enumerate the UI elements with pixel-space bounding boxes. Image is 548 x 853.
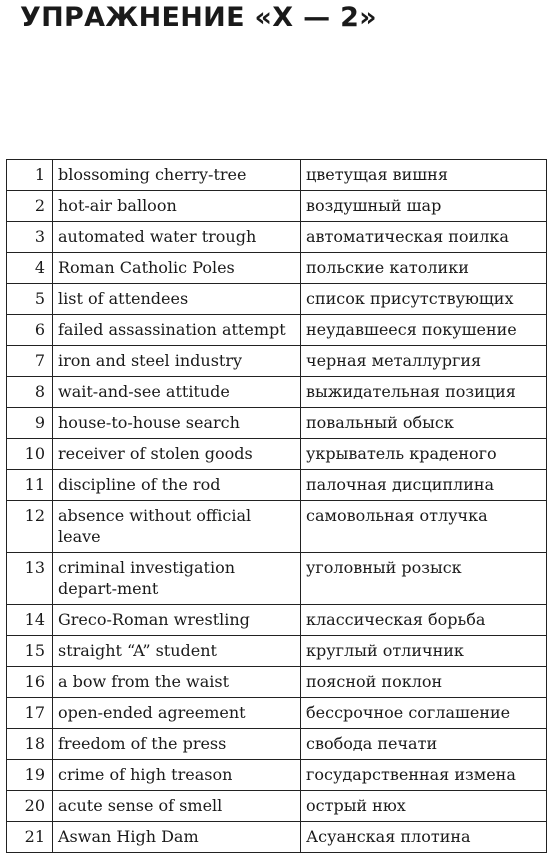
english-phrase: open-ended agreement xyxy=(53,698,301,729)
russian-translation: классическая борьба xyxy=(301,605,547,636)
russian-translation: самовольная отлучка xyxy=(301,501,547,553)
russian-translation: список присутствующих xyxy=(301,284,547,315)
english-phrase: hot-air balloon xyxy=(53,191,301,222)
english-phrase: house-to-house search xyxy=(53,408,301,439)
row-number: 6 xyxy=(7,315,53,346)
table-row xyxy=(7,253,547,284)
english-phrase: iron and steel industry xyxy=(53,346,301,377)
table-row xyxy=(7,698,547,729)
english-phrase: list of attendees xyxy=(53,284,301,315)
table-row xyxy=(7,501,547,553)
russian-translation: польские католики xyxy=(301,253,547,284)
vocabulary-table xyxy=(6,159,547,853)
row-number: 10 xyxy=(7,439,53,470)
russian-translation: государственная измена xyxy=(301,760,547,791)
table-row xyxy=(7,408,547,439)
english-phrase: failed assassination attempt xyxy=(53,315,301,346)
table-row xyxy=(7,822,547,853)
table-row xyxy=(7,791,547,822)
russian-translation: неудавшееся покушение xyxy=(301,315,547,346)
table-row xyxy=(7,315,547,346)
russian-translation: воздушный шар xyxy=(301,191,547,222)
table-row xyxy=(7,346,547,377)
row-number: 16 xyxy=(7,667,53,698)
russian-translation: автоматическая поилка xyxy=(301,222,547,253)
russian-translation: Асуанская плотина xyxy=(301,822,547,853)
row-number: 7 xyxy=(7,346,53,377)
row-number: 1 xyxy=(7,160,53,191)
russian-translation: черная металлургия xyxy=(301,346,547,377)
table-row xyxy=(7,729,547,760)
russian-translation: свобода печати xyxy=(301,729,547,760)
row-number: 3 xyxy=(7,222,53,253)
russian-translation: уголовный розыск xyxy=(301,553,547,605)
english-phrase: blossoming cherry-tree xyxy=(53,160,301,191)
english-phrase: a bow from the waist xyxy=(53,667,301,698)
row-number: 17 xyxy=(7,698,53,729)
russian-translation: палочная дисциплина xyxy=(301,470,547,501)
english-phrase: wait-and-see attitude xyxy=(53,377,301,408)
russian-translation: острый нюх xyxy=(301,791,547,822)
row-number: 20 xyxy=(7,791,53,822)
table-row xyxy=(7,636,547,667)
english-phrase: Roman Catholic Poles xyxy=(53,253,301,284)
russian-translation: поясной поклон xyxy=(301,667,547,698)
english-phrase: crime of high treason xyxy=(53,760,301,791)
english-phrase: absence without official leave xyxy=(53,501,301,553)
row-number: 14 xyxy=(7,605,53,636)
english-phrase: criminal investigation depart-ment xyxy=(53,553,301,605)
row-number: 15 xyxy=(7,636,53,667)
table-row xyxy=(7,667,547,698)
english-phrase: receiver of stolen goods xyxy=(53,439,301,470)
english-phrase: acute sense of smell xyxy=(53,791,301,822)
row-number: 5 xyxy=(7,284,53,315)
row-number: 9 xyxy=(7,408,53,439)
row-number: 2 xyxy=(7,191,53,222)
russian-translation: бессрочное соглашение xyxy=(301,698,547,729)
english-phrase: freedom of the press xyxy=(53,729,301,760)
row-number: 4 xyxy=(7,253,53,284)
row-number: 21 xyxy=(7,822,53,853)
table-row xyxy=(7,377,547,408)
row-number: 11 xyxy=(7,470,53,501)
table-row xyxy=(7,284,547,315)
russian-translation: цветущая вишня xyxy=(301,160,547,191)
russian-translation: круглый отличник xyxy=(301,636,547,667)
table-row xyxy=(7,760,547,791)
table-row xyxy=(7,222,547,253)
row-number: 8 xyxy=(7,377,53,408)
english-phrase: Greco-Roman wrestling xyxy=(53,605,301,636)
english-phrase: discipline of the rod xyxy=(53,470,301,501)
row-number: 13 xyxy=(7,553,53,605)
row-number: 12 xyxy=(7,501,53,553)
table-row xyxy=(7,605,547,636)
russian-translation: повальный обыск xyxy=(301,408,547,439)
english-phrase: automated water trough xyxy=(53,222,301,253)
row-number: 19 xyxy=(7,760,53,791)
exercise-title: УПРАЖНЕНИЕ «X — 2» xyxy=(20,2,377,33)
table-row xyxy=(7,160,547,191)
vocabulary-table-body xyxy=(7,160,547,853)
russian-translation: укрыватель краденого xyxy=(301,439,547,470)
table-row xyxy=(7,553,547,605)
table-row xyxy=(7,191,547,222)
english-phrase: Aswan High Dam xyxy=(53,822,301,853)
russian-translation: выжидательная позиция xyxy=(301,377,547,408)
english-phrase: straight “A” student xyxy=(53,636,301,667)
table-row xyxy=(7,470,547,501)
row-number: 18 xyxy=(7,729,53,760)
table-row xyxy=(7,439,547,470)
